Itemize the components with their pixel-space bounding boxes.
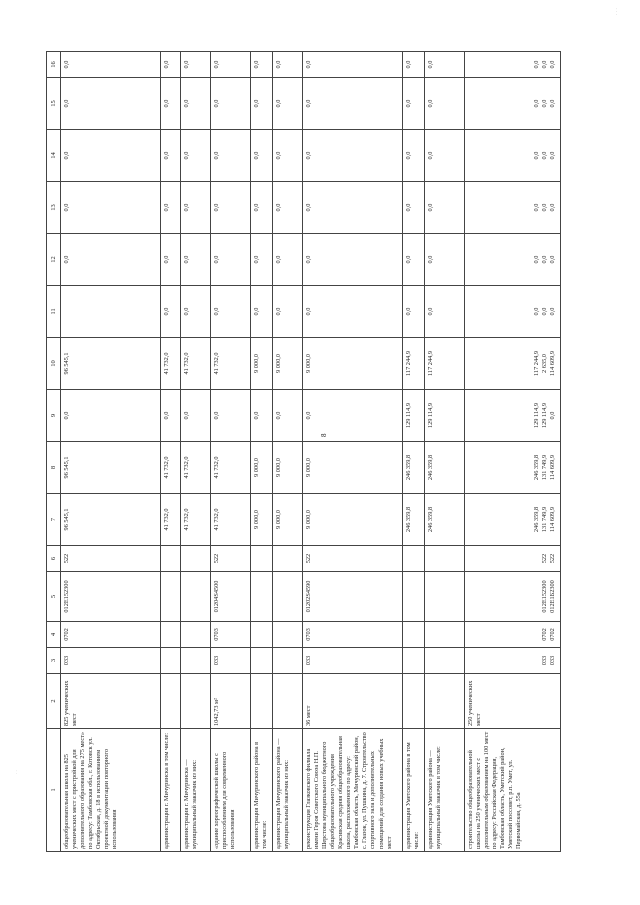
cell-line: 522	[549, 553, 557, 564]
table-cell-c15	[465, 78, 561, 130]
table-cell-c5	[251, 572, 273, 622]
table-cell-c5	[465, 572, 561, 622]
table-cell-c1: администрация Мичуринского района — муниципальный заказчик из них:	[273, 729, 303, 852]
cell-line: 0,0	[541, 99, 549, 108]
cell-spacer	[533, 548, 541, 569]
table-cell-c13: 0,0	[251, 182, 273, 234]
cell-line: 033	[549, 655, 557, 666]
table-cell-c1: администрация Уметского района в том числе:	[403, 729, 425, 852]
table-cell-c10: 41 732,0	[211, 338, 251, 390]
table-row	[303, 52, 403, 852]
table-cell-c11: 0,0	[403, 286, 425, 338]
table-cell-c12: 0,0	[181, 234, 211, 286]
table-cell-c2: 250 ученических мест	[465, 674, 561, 729]
header-cell: 3	[47, 648, 61, 674]
table-cell-c12: 0,0	[161, 234, 181, 286]
table-cell-c14: 0,0	[251, 130, 273, 182]
table-cell-c16	[465, 52, 561, 78]
table-cell-c3	[161, 648, 181, 674]
header-cell: 1	[47, 729, 61, 852]
table-cell-c1: администрация Мичуринского района в том числе:	[251, 729, 273, 852]
table-cell-c5: 01204S4500	[211, 572, 251, 622]
table-cell-c16: 0,0	[273, 52, 303, 78]
table-cell-c12: 0,0	[211, 234, 251, 286]
table-row	[425, 52, 465, 852]
table-cell-c1: общеобразовательная школа на 825 ученических мест с пристройкой для дополнительного образования на 275 мест» по адресу: Тамбовская обл., г. Котовск ул. Октябрьская, д. 18 в использованием проектной документации повторного использования	[61, 729, 161, 852]
table-cell-c4: 0702	[61, 622, 161, 648]
cell-line: 114 609,9	[549, 351, 557, 376]
table-cell-c9: 0,0	[161, 390, 181, 442]
table-cell-c8: 96 545,1	[61, 442, 161, 494]
table-cell-c16: 0,0	[61, 52, 161, 78]
cell-line: 033	[541, 655, 549, 666]
table-cell-c6	[273, 546, 303, 572]
table-cell-c9: 0,0	[251, 390, 273, 442]
table-cell-c14: 0,0	[61, 130, 161, 182]
cell-line: 131 749,9	[541, 506, 549, 533]
table-cell-c13: 0,0	[61, 182, 161, 234]
cell-spacer	[533, 650, 541, 671]
cell-line: 0702	[541, 628, 549, 641]
cell-line: 0,0	[541, 203, 549, 212]
table-cell-c2	[403, 674, 425, 729]
table-cell-c9: 0,0	[211, 390, 251, 442]
table-cell-c2	[161, 674, 181, 729]
cell-line: 0,0	[533, 60, 541, 69]
cell-line: 0702	[549, 628, 557, 641]
table-cell-c3	[465, 648, 561, 674]
cell-line: 0,0	[541, 60, 549, 69]
table-cell-c1: администрация Уметского района — муниципальный заказчик в том числе:	[425, 729, 465, 852]
table-cell-c8: 246 359,8	[425, 442, 465, 494]
table-cell-c6	[425, 546, 465, 572]
table-cell-c12: 0,0	[61, 234, 161, 286]
table-cell-c7: 41 732,0	[181, 494, 211, 546]
table-cell-c10: 41 732,0	[181, 338, 211, 390]
table-cell-c7: 9 000,0	[251, 494, 273, 546]
table-cell-c9: 0,0	[61, 390, 161, 442]
table-cell-c11: 0,0	[181, 286, 211, 338]
table-cell-c6	[161, 546, 181, 572]
budget-table	[46, 51, 561, 852]
table-cell-c8: 41 732,0	[161, 442, 181, 494]
table-cell-c12: 0,0	[403, 234, 425, 286]
header-cell: 10	[47, 338, 61, 390]
header-cell: 12	[47, 234, 61, 286]
header-cell: 2	[47, 674, 61, 729]
cell-spacer	[533, 574, 541, 619]
table-cell-c8: 41 732,0	[181, 442, 211, 494]
table-cell-c7: 96 545,1	[61, 494, 161, 546]
table-cell-c13: 0,0	[211, 182, 251, 234]
table-cell-c11	[465, 286, 561, 338]
table-cell-c10: 9 000,0	[273, 338, 303, 390]
table-cell-c16: 0,0	[181, 52, 211, 78]
cell-line: 117 244,9	[533, 351, 541, 376]
cell-line: 0,0	[541, 255, 549, 264]
table-cell-c8: 246 359,8	[403, 442, 425, 494]
table-cell-c14: 0,0	[211, 130, 251, 182]
table-cell-c3	[425, 648, 465, 674]
table-cell-c8: 9 000,0	[251, 442, 273, 494]
cell-line: 129 114,9	[533, 403, 541, 428]
table-cell-c4	[161, 622, 181, 648]
table-row	[161, 52, 181, 852]
table-cell-c4: 0703	[303, 622, 403, 648]
header-cell: 5	[47, 572, 61, 622]
cell-line: 0,0	[549, 307, 557, 316]
table-cell-c13	[465, 182, 561, 234]
cell-line: 246 359,8	[533, 454, 541, 481]
table-cell-c10: 41 732,0	[161, 338, 181, 390]
table-cell-c1: администрация г. Мичуринска в том числе:	[161, 729, 181, 852]
table-cell-c4	[251, 622, 273, 648]
table-cell-c14: 0,0	[273, 130, 303, 182]
table-cell-c3	[181, 648, 211, 674]
table-cell-c6: 522	[61, 546, 161, 572]
table-cell-c13: 0,0	[161, 182, 181, 234]
table-cell-c9: 0,0	[181, 390, 211, 442]
table-cell-c12: 0,0	[425, 234, 465, 286]
header-cell: 6	[47, 546, 61, 572]
table-cell-c7	[465, 494, 561, 546]
table-row	[251, 52, 273, 852]
table-cell-c13: 0,0	[403, 182, 425, 234]
table-cell-c10: 9 000,0	[251, 338, 273, 390]
table-cell-c10	[465, 338, 561, 390]
header-row	[47, 52, 61, 852]
table-cell-c2	[425, 674, 465, 729]
table-cell-c12: 0,0	[273, 234, 303, 286]
header-cell: 14	[47, 130, 61, 182]
cell-line: 522	[541, 553, 549, 564]
table-cell-c12: 0,0	[251, 234, 273, 286]
table-cell-c14	[465, 130, 561, 182]
table-row	[61, 52, 161, 852]
cell-line: 0,0	[533, 307, 541, 316]
table-cell-c6: 522	[211, 546, 251, 572]
table-cell-c3	[251, 648, 273, 674]
table-cell-c11: 0,0	[161, 286, 181, 338]
table-cell-c9: 0,0	[303, 390, 403, 442]
table-cell-c11: 0,0	[251, 286, 273, 338]
table-cell-c8: 41 732,0	[211, 442, 251, 494]
table-cell-c15: 0,0	[61, 78, 161, 130]
rotated-table-wrapper	[46, 52, 594, 852]
table-cell-c4	[465, 622, 561, 648]
table-cell-c6	[181, 546, 211, 572]
table-cell-c13: 0,0	[425, 182, 465, 234]
table-cell-c10: 117 244,9	[425, 338, 465, 390]
table-cell-c5	[273, 572, 303, 622]
margin-mark: · · ·	[613, 8, 618, 16]
table-cell-c15: 0,0	[273, 78, 303, 130]
table-cell-c12	[465, 234, 561, 286]
table-cell-c10: 9 000,0	[303, 338, 403, 390]
table-cell-c15: 0,0	[251, 78, 273, 130]
table-cell-c15: 0,0	[303, 78, 403, 130]
cell-line: 0,0	[549, 411, 557, 420]
cell-line: 131 749,9	[541, 454, 549, 481]
table-cell-c5	[161, 572, 181, 622]
table-cell-c5	[425, 572, 465, 622]
table-cell-c14: 0,0	[161, 130, 181, 182]
table-cell-c4: 0703	[211, 622, 251, 648]
header-cell: 8	[47, 442, 61, 494]
table-cell-c11	[61, 286, 161, 338]
table-cell-c8	[465, 442, 561, 494]
table-row	[181, 52, 211, 852]
table-cell-c14: 0,0	[425, 130, 465, 182]
table-cell-c2	[251, 674, 273, 729]
table-cell-c5: 012Е152300	[61, 572, 161, 622]
table-cell-c6: 522	[303, 546, 403, 572]
table-cell-c13: 0,0	[273, 182, 303, 234]
table-cell-c15: 0,0	[211, 78, 251, 130]
margin-mark-left: · ·	[13, 770, 18, 775]
table-cell-c1: строительство общеобразовательной школы на 250 ученических мест с дополнительным образованием на 100 мест по адресу: Российская Федерация, Тамбовская область, Уметский район, Уметский поссовет, р.п. Умет, ул. Первомайская, д. 55а	[465, 729, 561, 852]
table-cell-c3: 033	[61, 648, 161, 674]
table-row	[211, 52, 251, 852]
table-cell-c11: 0,0	[211, 286, 251, 338]
table-cell-c14: 0,0	[181, 130, 211, 182]
cell-line: 0,0	[549, 203, 557, 212]
table-cell-c1: реконструкция Глазковского филиала имени Героя Советского Союза Н.П. Шерстова муниципального бюджетного общеобразовательного учреждения Красивская средняя общеобразовательная школа, расположенного по адресу: Тамбовская область, Мичуринский район, с. Глазок, ул. Пушкина, д. 7. Строительство спортивного зала и дополнительных помещений для создания новых учебных мест	[303, 729, 403, 852]
table-cell-c10: 117 244,9	[403, 338, 425, 390]
table-cell-c1: «здание хореографической школы с приспособлением для современного использования	[211, 729, 251, 852]
table-cell-c16: 0,0	[251, 52, 273, 78]
cell-line: 0,0	[541, 307, 549, 316]
table-cell-c6	[251, 546, 273, 572]
table-cell-c13: 0,0	[303, 182, 403, 234]
table-cell-c14: 0,0	[403, 130, 425, 182]
cell-spacer	[533, 624, 541, 645]
cell-line: 0,0	[533, 99, 541, 108]
table-cell-c13: 0,0	[181, 182, 211, 234]
table-cell-c8: 9 000,0	[273, 442, 303, 494]
table-cell-c6	[403, 546, 425, 572]
cell-line: 0,0	[533, 255, 541, 264]
table-cell-c7: 246 359,8	[403, 494, 425, 546]
table-cell-c1: администрация г. Мичуринска — муниципальный заказчик из них:	[181, 729, 211, 852]
table-cell-c15: 0,0	[161, 78, 181, 130]
table-cell-c7: 246 359,8	[425, 494, 465, 546]
table-cell-c3	[273, 648, 303, 674]
cell-line: 012Е152300	[541, 580, 549, 613]
cell-line: 0,0	[549, 60, 557, 69]
cell-line: 246 359,8	[533, 506, 541, 533]
table-cell-c7: 41 732,0	[161, 494, 181, 546]
cell-line: 0,0	[549, 151, 557, 160]
header-cell: 4	[47, 622, 61, 648]
header-cell: 11	[47, 286, 61, 338]
cell-line: 129 114,9	[541, 403, 549, 428]
table-cell-c9: 129 114,9	[425, 390, 465, 442]
header-cell: 15	[47, 78, 61, 130]
cell-line: 0,0	[533, 151, 541, 160]
table-cell-c4	[273, 622, 303, 648]
table-cell-c10: 96 545,1	[61, 338, 161, 390]
table-body	[61, 52, 561, 852]
table-cell-c12: 0,0	[303, 234, 403, 286]
table-cell-c9	[465, 390, 561, 442]
cell-line: 114 609,9	[549, 507, 557, 532]
table-cell-c11: 0,0	[425, 286, 465, 338]
cell-line: 0,0	[533, 203, 541, 212]
header-cell: 13	[47, 182, 61, 234]
table-cell-c7: 41 732,0	[211, 494, 251, 546]
table-row	[403, 52, 425, 852]
table-cell-c3	[403, 648, 425, 674]
table-cell-c2	[181, 674, 211, 729]
cell-line: 2 635,0	[541, 354, 549, 373]
cell-line: 0,0	[541, 151, 549, 160]
table-cell-c2: 825 ученических мест	[61, 674, 161, 729]
table-cell-c4	[403, 622, 425, 648]
table-cell-c7: 9 000,0	[303, 494, 403, 546]
table-cell-c9: 129 114,9	[403, 390, 425, 442]
table-cell-c16: 0,0	[403, 52, 425, 78]
cell-line: 114 609,9	[549, 455, 557, 480]
table-cell-c11: 0,0	[303, 286, 403, 338]
header-cell: 7	[47, 494, 61, 546]
table-cell-c4	[425, 622, 465, 648]
table-cell-c15: 0,0	[403, 78, 425, 130]
table-cell-c16: 0,0	[161, 52, 181, 78]
table-cell-c4	[181, 622, 211, 648]
table-cell-c11: 0,0	[273, 286, 303, 338]
table-cell-c6	[465, 546, 561, 572]
cell-line: 0,0	[549, 255, 557, 264]
table-cell-c5	[403, 572, 425, 622]
page-number: 8	[320, 433, 328, 437]
header-cell: 9	[47, 390, 61, 442]
table-cell-c16: 0,0	[425, 52, 465, 78]
table-cell-c16: 0,0	[303, 52, 403, 78]
table-cell-c14: 0,0	[303, 130, 403, 182]
table-cell-c7: 9 000,0	[273, 494, 303, 546]
table-cell-c5	[181, 572, 211, 622]
table-cell-c15: 0,0	[181, 78, 211, 130]
table-cell-c9: 0,0	[273, 390, 303, 442]
table-row	[273, 52, 303, 852]
table-cell-c15: 0,0	[425, 78, 465, 130]
table-cell-c16: 0,0	[211, 52, 251, 78]
table-cell-c2: 1042,73 м²	[211, 674, 251, 729]
cell-line: 012Е1Б2300	[549, 580, 557, 613]
table-cell-c8: 9 000,0	[303, 442, 403, 494]
table-cell-c2	[273, 674, 303, 729]
header-cell: 16	[47, 52, 61, 78]
table-cell-c5: 01202S4590	[303, 572, 403, 622]
table-cell-c2: 36 мест	[303, 674, 403, 729]
table-row	[465, 52, 561, 852]
table-cell-c3: 033	[211, 648, 251, 674]
table-cell-c3: 033	[303, 648, 403, 674]
cell-line: 0,0	[549, 99, 557, 108]
